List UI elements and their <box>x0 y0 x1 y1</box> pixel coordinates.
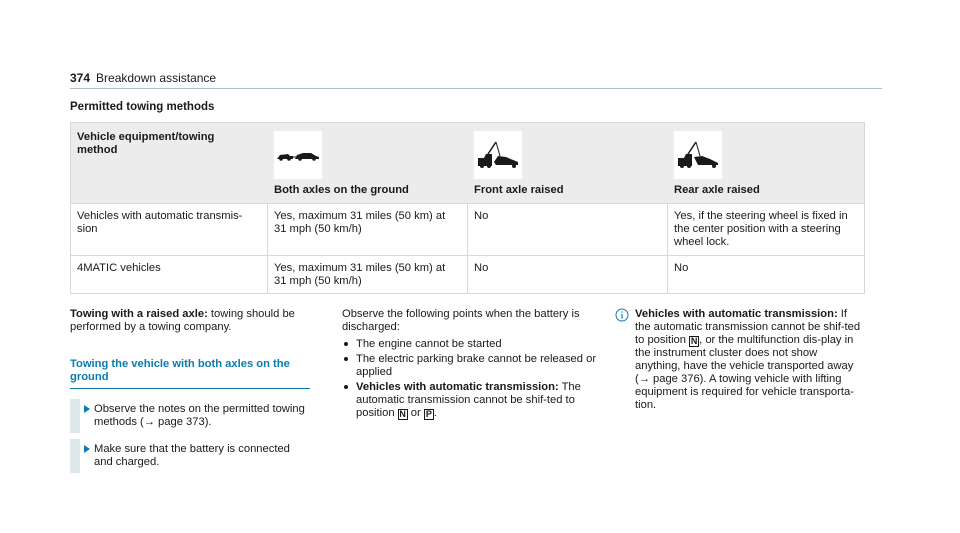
column-label-both-axles: Both axles on the ground <box>274 184 409 196</box>
raised-axle-note-text: towing should be performed by a towing company. <box>70 308 295 333</box>
step-bar <box>70 439 80 473</box>
bullet-icon <box>344 357 348 361</box>
info-note-bold: Vehicles with automatic transmission: <box>635 308 838 320</box>
step-arrow-icon <box>84 445 90 453</box>
section-name: Breakdown assistance <box>96 71 217 85</box>
page-number: 374 <box>70 71 91 85</box>
row-label: 4MATIC vehicles <box>77 262 161 274</box>
info-note-text-cont: , or the multifunction dis-play in the instrument cluster does not show anything, have the vehicle transported away (→ page 376). A towing vehicle with lifting equipment is required for vehicle transporta-tion. <box>635 334 854 411</box>
column-label-rear-raised: Rear axle raised <box>674 184 760 196</box>
column-right <box>615 308 865 412</box>
list-item <box>342 338 602 351</box>
header-divider <box>70 88 882 89</box>
row-label: Vehicles with automatic transmis- sion <box>77 210 243 235</box>
list-item: Vehicles with automatic transmission: The automatic transmission cannot be shif-ted to position N or P . <box>342 381 602 420</box>
gear-n-icon: N <box>690 336 698 346</box>
step-bar <box>70 399 80 433</box>
info-icon <box>615 308 629 322</box>
cell-front-raised: No <box>474 262 489 274</box>
info-note-text: If the automatic transmission cannot be shif-ted to position <box>635 308 861 346</box>
bullet-bold: Vehicles with automatic transmission: <box>356 381 559 393</box>
cell-rear-raised: Yes, if the steering wheel is fixed in the center position with a steering wheel lock. <box>674 210 848 248</box>
towing-methods-table <box>70 122 865 294</box>
list-item <box>342 353 602 379</box>
table-header <box>71 123 864 203</box>
step-arrow-icon <box>84 405 90 413</box>
bullet-text: The engine cannot be started <box>356 338 502 350</box>
step-text: Make sure that the battery is connected and charged. <box>94 443 290 468</box>
battery-points-list <box>342 338 602 420</box>
column-label-front-raised: Front axle raised <box>474 184 564 196</box>
page-header <box>70 72 216 85</box>
table-row <box>71 203 864 255</box>
raised-axle-note <box>70 308 310 334</box>
table-corner-label: Vehicle equipment/towing method <box>77 131 215 156</box>
page-title: Permitted towing methods <box>70 101 215 113</box>
cell-both-axles: Yes, maximum 31 miles (50 km) at 31 mph (50 km/h) <box>274 210 446 235</box>
cell-rear-raised: No <box>674 262 689 274</box>
battery-intro: Observe the following points when the battery is discharged: <box>342 308 580 333</box>
info-note <box>615 308 865 412</box>
bullet-text: The electric parking brake cannot be released or applied <box>356 353 597 378</box>
bullet-icon <box>344 385 348 389</box>
subheading-both-axles: Towing the vehicle with both axles on the ground <box>70 358 310 389</box>
table-row <box>71 255 864 293</box>
gear-p-icon: P <box>425 409 432 419</box>
cell-front-raised: No <box>474 210 489 222</box>
step-text: Observe the notes on the permitted towing methods (→ page 373). <box>94 403 305 428</box>
gear-n-icon: N <box>399 409 406 419</box>
instruction-step <box>70 443 310 469</box>
tow-truck-rear-raised-icon <box>674 131 722 179</box>
bullet-icon <box>344 342 348 346</box>
cell-both-axles: Yes, maximum 31 miles (50 km) at 31 mph (50 km/h) <box>274 262 446 287</box>
bullet-text: The automatic transmission cannot be shif-ted to position <box>356 381 581 419</box>
column-middle <box>342 308 602 420</box>
car-towed-on-ground-icon <box>274 131 322 179</box>
tow-truck-front-raised-icon <box>474 131 522 179</box>
raised-axle-note-bold: Towing with a raised axle: <box>70 308 208 320</box>
column-left <box>70 308 310 469</box>
instruction-step <box>70 403 310 429</box>
